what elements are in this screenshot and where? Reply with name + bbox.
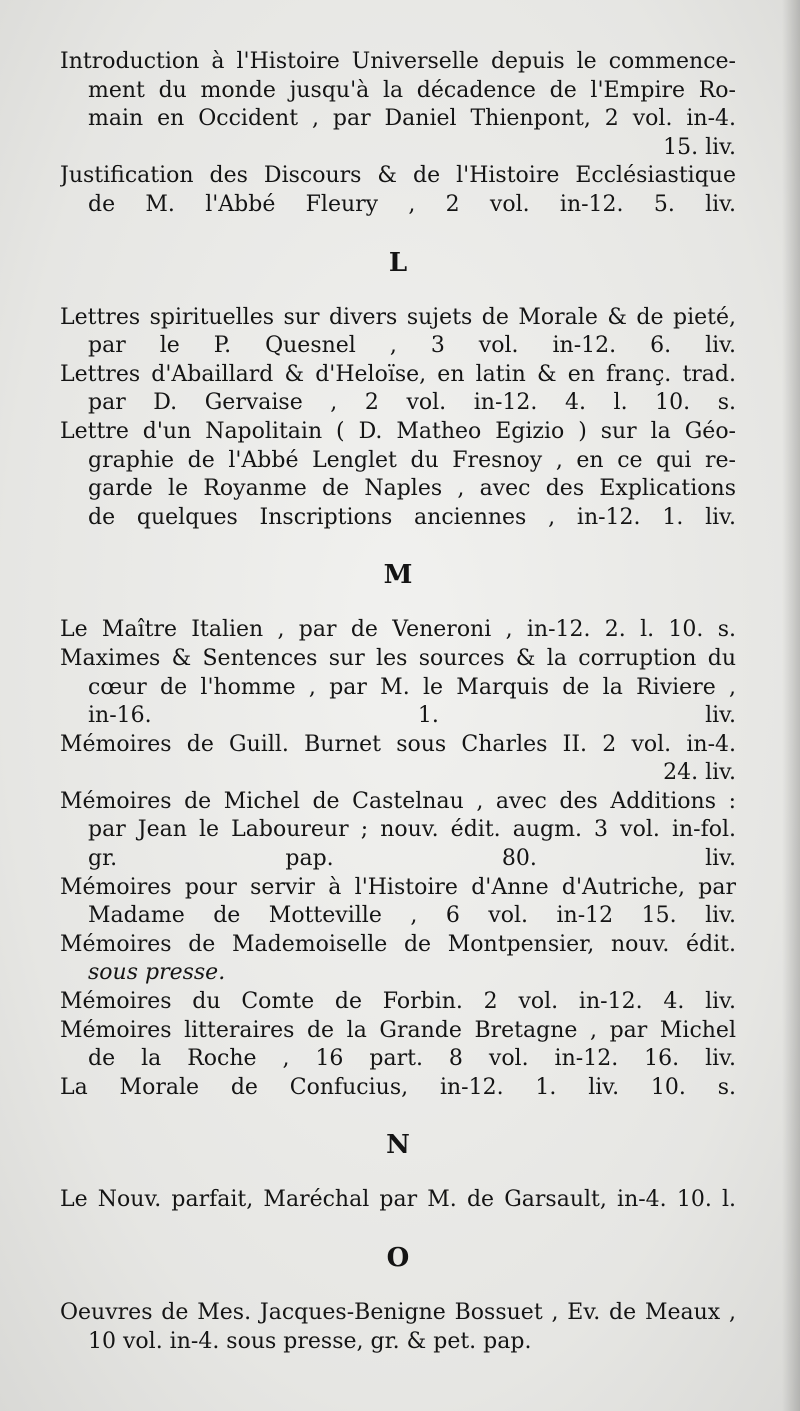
entry-line: Mémoires pour servir à l'Histoire d'Anne d'Autriche, par [60,874,736,900]
catalogue-entry [60,361,736,418]
entry-line: graphie de l'Abbé Lenglet du Fresnoy , en ce qui re- [88,447,736,473]
entry-line: Oeuvres de Mes. Jacques-Benigne Bossuet , Ev. de Meaux , [60,1300,736,1325]
entry-line: Justification des Discours & de l'Histoire Ecclésiastique [60,163,736,189]
entry-line: Mémoires de Michel de Castelnau , avec des Additions : [60,788,736,814]
entry-line: Mémoires de Mademoiselle de Montpensier, nouv. édit. [60,931,736,957]
catalogue-entry [60,874,736,931]
entry-line: sous presse. [88,960,226,986]
entry-line: La Morale de Confucius, in-12. 1. liv. 10. s. [60,1074,736,1100]
entry-line: in-16. 1. liv. [88,703,736,729]
entry-line: par D. Gervaise , 2 vol. in-12. 4. l. 10. s. [88,390,736,416]
catalogue-entry [60,788,736,874]
catalogue-entry [60,1074,736,1103]
section-letter-m: M [383,560,413,591]
catalogue-entry [60,304,736,361]
entry-line: Maximes & Sentences sur les sources & la corruption du [60,645,736,671]
entry-line: Lettres spirituelles sur divers sujets de Morale & de pieté, [60,304,736,330]
section-letter-o: O [386,1243,410,1273]
catalogue-entry [60,931,736,988]
entry-line: Mémoires du Comte de Forbin. 2 vol. in-12. 4. liv. [60,989,736,1015]
entry-line: Mémoires litteraires de la Grande Bretagne , par Michel [60,1017,736,1043]
entry-line: 15. liv. [663,134,736,160]
entry-line: main en Occident , par Daniel Thienpont, 2 vol. in-4. [88,106,736,132]
entry-line: de la Roche , 16 part. 8 vol. in-12. 16. liv. [88,1046,736,1072]
entry-line: Le Nouv. parfait, Maréchal par M. de Garsault, in-4. 10. l. [60,1187,736,1213]
entry-line: 10 vol. in-4. sous presse, gr. & pet. pap. [88,1328,532,1354]
entry-line: 24. liv. [663,760,736,786]
section-letter-l: L [388,247,408,278]
catalogue-entry [60,162,736,219]
entry-line: Madame de Motteville , 6 vol. in-12 15. liv. [88,903,736,929]
catalogue-entry [60,645,736,731]
entry-line: ment du monde jusqu'à la décadence de l'Empire Ro- [88,77,736,103]
entry-line: garde le Royanme de Naples , avec des Explications [88,476,736,502]
entry-line: Lettre d'un Napolitain ( D. Matheo Egizio ) sur la Géo- [60,418,736,444]
entry-line: Introduction à l'Histoire Universelle depuis le commence- [60,49,736,74]
section-letter-n: N [386,1130,410,1161]
entry-line: Lettres d'Abaillard & d'Heloïse, en latin & en franç. trad. [60,361,736,387]
entry-line: par Jean le Laboureur ; nouv. édit. augm. 3 vol. in-fol. [88,817,736,843]
catalogue-entry [60,731,736,788]
entry-line: de M. l'Abbé Fleury , 2 vol. in-12. 5. liv. [88,191,736,217]
catalogue-entry [60,988,736,1017]
catalogue-entry [60,1017,736,1074]
catalogue-entry [60,418,736,532]
entry-line: gr. pap. 80. liv. [88,846,736,872]
catalogue-entry [60,1186,736,1215]
entry-line: Le Maître Italien , par de Veneroni , in-12. 2. l. 10. s. [60,617,736,643]
entry-line: de quelques Inscriptions anciennes , in-12. 1. liv. [88,504,736,530]
catalogue-entry [60,616,736,645]
catalogue-entry [60,1299,736,1356]
catalogue-text [60,48,736,1356]
catalogue-entry [60,48,736,162]
entry-line: cœur de l'homme , par M. le Marquis de la Riviere , [88,674,736,700]
entry-line: Mémoires de Guill. Burnet sous Charles II. 2 vol. in-4. [60,731,736,757]
entry-line: par le P. Quesnel , 3 vol. in-12. 6. liv. [88,333,736,359]
